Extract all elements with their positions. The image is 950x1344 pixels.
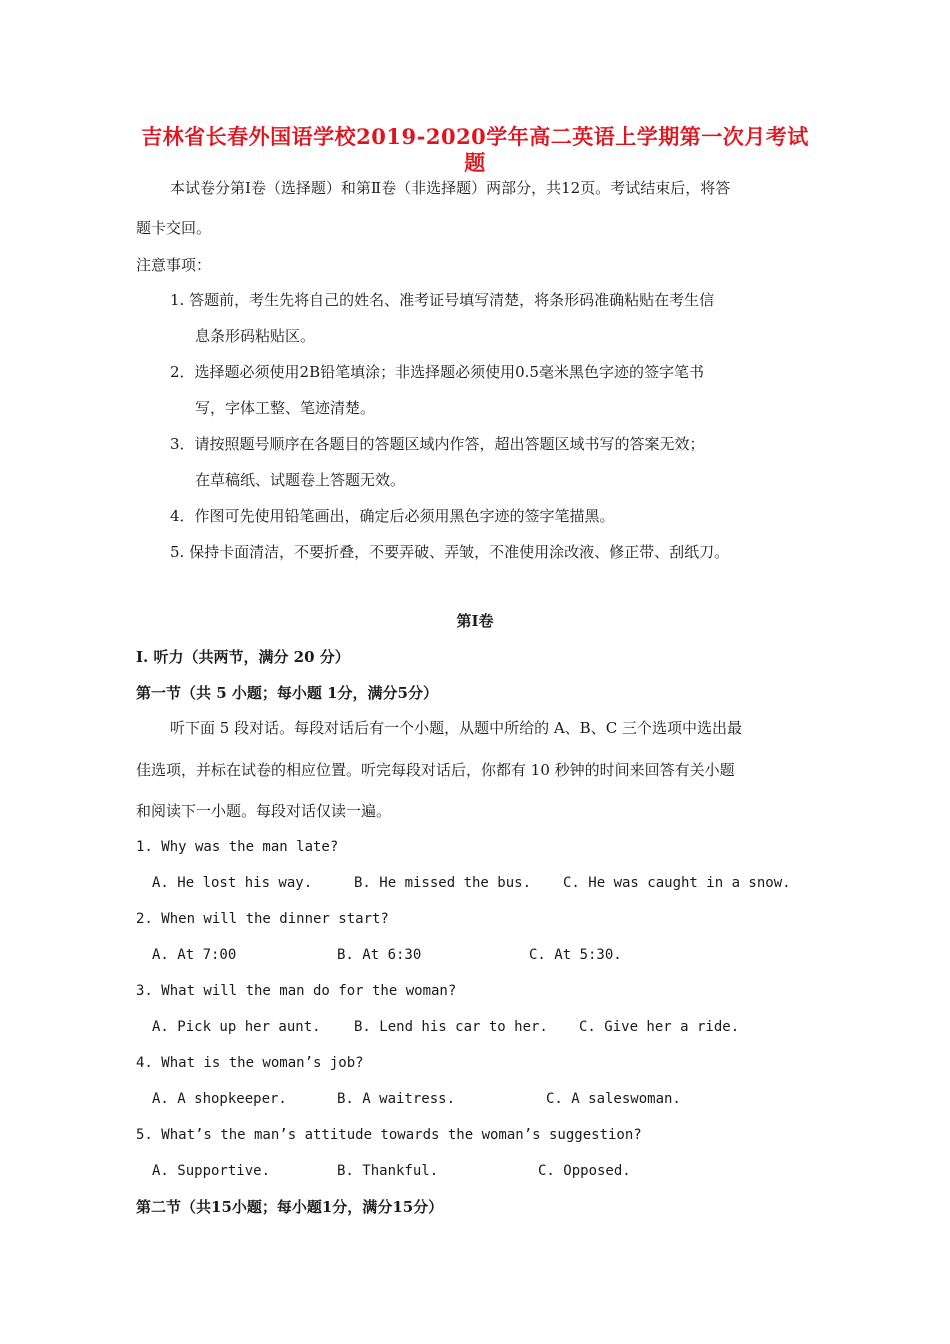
- question-4-option-a: A. A shopkeeper.: [152, 1091, 287, 1107]
- volume-heading: 第Ⅰ卷: [456, 612, 494, 630]
- question-2-option-c: C. At 5:30.: [529, 947, 622, 963]
- note-item-3: 3．请按照题号顺序在各题目的答题区域内作答，超出答题区域书写的答案无效；: [170, 435, 705, 453]
- section1-heading: 第一节（共 5 小题；每小题 1分，满分5分）: [136, 684, 438, 702]
- question-1-option-c: C. He was caught in a snow.: [563, 875, 791, 891]
- question-2-option-b: B. At 6:30: [337, 947, 422, 963]
- exam-title-line1: 吉林省长春外国语学校2019-2020学年高二英语上学期第一次月考试: [141, 124, 809, 149]
- notes-heading: 注意事项：: [136, 256, 212, 274]
- section1-instructions-line2: 佳选项，并标在试卷的相应位置。听完每段对话后，你都有 10 秒钟的时间来回答有关小题: [136, 761, 735, 779]
- question-4: 4. What is the woman’s job?: [136, 1055, 364, 1071]
- note-item-2-cont: 写，字体工整、笔迹清楚。: [195, 399, 376, 417]
- question-1: 1. Why was the man late?: [136, 839, 339, 855]
- question-4-option-c: C. A saleswoman.: [546, 1091, 681, 1107]
- note-item-2: 2．选择题必须使用2B铅笔填涂；非选择题必须使用0.5毫米黑色字迹的签字笔书: [170, 363, 704, 381]
- note-item-5: 5. 保持卡面清洁，不要折叠，不要弄破、弄皱，不准使用涂改液、修正带、刮纸刀。: [170, 543, 730, 561]
- question-3-option-b: B. Lend his car to her.: [354, 1019, 548, 1035]
- intro-line1: 本试卷分第Ⅰ卷（选择题）和第Ⅱ卷（非选择题）两部分，共12页。考试结束后，将答: [170, 179, 731, 197]
- section1-instructions-line3: 和阅读下一小题。每段对话仅读一遍。: [136, 802, 392, 820]
- intro-line2: 题卡交回。: [136, 219, 212, 237]
- question-5: 5. What’s the man’s attitude towards the woman’s suggestion?: [136, 1127, 642, 1143]
- question-2: 2. When will the dinner start?: [136, 911, 389, 927]
- question-5-option-b: B. Thankful.: [337, 1163, 439, 1179]
- note-item-3-cont: 在草稿纸、试题卷上答题无效。: [195, 471, 406, 489]
- question-3: 3. What will the man do for the woman?: [136, 983, 457, 999]
- note-item-1: 1. 答题前，考生先将自己的姓名、准考证号填写清楚，将条形码准确粘贴在考生信: [170, 291, 715, 309]
- question-5-option-a: A. Supportive.: [152, 1163, 271, 1179]
- note-item-4: 4．作图可先使用铅笔画出，确定后必须用黑色字迹的签字笔描黑。: [170, 507, 615, 525]
- note-item-1-cont: 息条形码粘贴区。: [195, 327, 316, 345]
- section2-heading: 第二节（共15小题；每小题1分，满分15分）: [136, 1198, 444, 1216]
- question-1-option-b: B. He missed the bus.: [354, 875, 532, 891]
- question-1-option-a: A. He lost his way.: [152, 875, 313, 891]
- exam-title-line2: 题: [464, 150, 486, 175]
- question-5-option-c: C. Opposed.: [538, 1163, 631, 1179]
- part1-heading: I. 听力（共两节，满分 20 分）: [136, 648, 350, 666]
- question-2-option-a: A. At 7:00: [152, 947, 237, 963]
- question-3-option-a: A. Pick up her aunt.: [152, 1019, 321, 1035]
- question-3-option-c: C. Give her a ride.: [579, 1019, 740, 1035]
- section1-instructions-line1: 听下面 5 段对话。每段对话后有一个小题，从题中所给的 A、B、C 三个选项中选出最: [170, 719, 742, 737]
- question-4-option-b: B. A waitress.: [337, 1091, 456, 1107]
